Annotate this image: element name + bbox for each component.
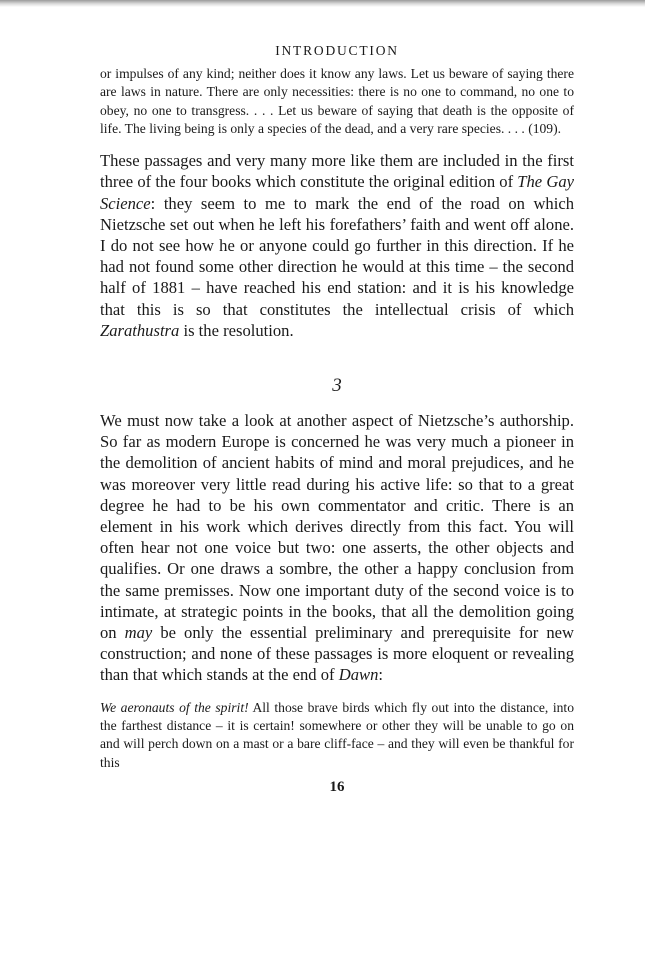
paragraph-1-text-c: is the resolution. [179,320,294,340]
quote-bottom-text: All those brave birds which fly out into the distance, into the farthest distance – it is certain! somewhere or other they will be unable to go on and will perch down on a mast or a bare cliff-face – and they will even be thankful for this [100,699,574,770]
viewer-top-edge [0,0,645,7]
paragraph-1 [100,150,574,341]
paragraph-1-text-b: : they seem to me to mark the end of the road on which Nietzsche set out when he left his forefathers’ faith and went off alone. I do not see how he or anyone could go further in this direction. If he had not found some other direction he would at this time – the second half of 1881 – have reached his end station: and it is his knowledge that this is so that constitutes the intellectual crisis of which [100,193,574,319]
quote-bottom-lead: We aeronauts of the spirit! [100,699,249,715]
quote-bottom [100,699,574,772]
quote-top [100,65,574,138]
paragraph-2-text-a: We must now take a look at another aspect of Nietzsche’s authorship. So far as modern Europe is concerned he was very much a pioneer in the demolition of ancient habits of mind and moral prejudices, and he was moreover very little read during his active life: so that to a great degree he had to be his own commentator and critic. There is an element in his work which derives directly from this fact. You will often hear not one voice but two: one asserts, the other objects and qualifies. Or one draws a sombre, the other a happy conclusion from the same premisses. Now one important duty of the second voice is to intimate, at strategic points in the books, that all the demolition going on [100,411,574,643]
title-dawn: Dawn [338,665,379,685]
paragraph-2-text-b: be only the essential preliminary and prerequisite for new construction; and none of these passages is more eloquent or revealing than that which stands at the end of [100,623,574,685]
section-number: 3 [332,375,342,397]
title-zarathustra: Zarathustra [100,320,180,340]
book-page [100,42,574,796]
paragraph-2-text-c: : [378,665,383,685]
page-number: 16 [329,778,345,795]
quote-top-text: or impulses of any kind; neither does it know any laws. Let us beware of saying there are laws in nature. There are only necessities: there is no one to command, no one to obey, no one to transgress. . . . Let us beware of saying that death is the opposite of life. The living being is only a species of the dead, and a very rare species. . . . (109). [100,66,574,136]
emphasis-may: may [124,623,153,643]
title-gay-science: The Gay Science [100,172,574,213]
paragraph-2 [100,410,574,686]
running-head: INTRODUCTION [275,43,399,58]
paragraph-1-text-a: These passages and very many more like them are included in the first three of the four books which constitute the original edition of [100,151,574,192]
